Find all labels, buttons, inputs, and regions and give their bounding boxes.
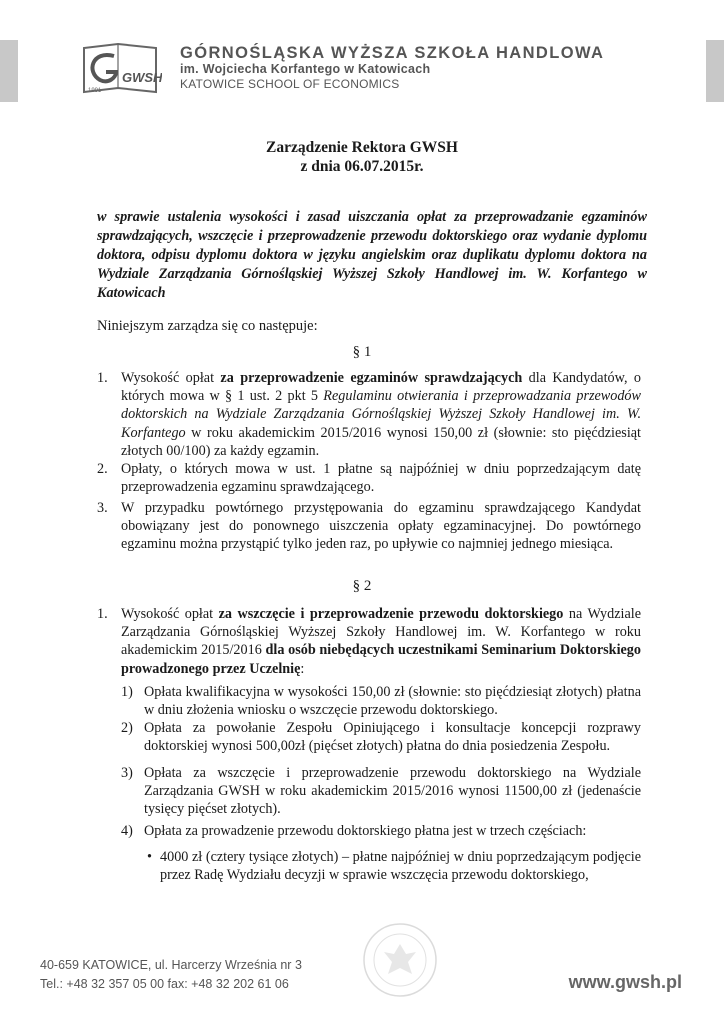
s2-sub-4: Opłata za prowadzenie przewodu doktorskiego płatna jest w trzech częściach: [144, 823, 587, 839]
s1-item-3-number: 3. [97, 500, 108, 516]
school-name: GÓRNOŚLĄSKA WYŻSZA SZKOŁA HANDLOWA [180, 44, 605, 62]
school-header [180, 44, 604, 92]
s1-item-2: Opłaty, o których mowa w ust. 1 płatne są najpóźniej w dniu poprzedzającym datę przeprowadzenia egzaminu sprawdzającego. [121, 461, 641, 496]
s2-sub-1: Opłata kwalifikacyjna w wysokości 150,00 zł (słownie: sto pięćdziesiąt złotych) płatna w dniu złożenia wniosku o wszczęcie przewodu doktorskiego. [144, 684, 641, 719]
footer-contact [40, 956, 302, 994]
header-left-bar [0, 40, 18, 102]
s1-item-3: W przypadku powtórnego przystępowania do egzaminu sprawdzającego Kandydat obowiązany jest do ponownego uiszczenia opłaty egzaminacyjnej. Do powtórnego egzaminu można przystąpić tylko jeden raz, po upływie co najmniej jednego miesiąca. [121, 500, 641, 553]
bullet-icon: • [147, 849, 152, 865]
s1-item-1-number: 1. [97, 370, 108, 386]
logo-year: 1991 [88, 88, 102, 94]
s2-item-1-number: 1. [97, 606, 108, 622]
title-line-1: Zarządzenie Rektora GWSH [265, 139, 458, 156]
s2-sub-3-number: 3) [121, 765, 133, 781]
eagle-stamp-icon [360, 920, 440, 1000]
gwsh-logo-icon [78, 42, 162, 98]
s2-sub-1-number: 1) [121, 684, 133, 700]
s2-sub-2: Opłata za powołanie Zespołu Opiniującego i konsultacje koncepcji rozprawy doktorskiej wynosi 500,00zł (pięćset złotych) płatna do dnia posiedzenia Zespołu. [144, 720, 641, 755]
footer-phone: Tel.: +48 32 357 05 00 fax: +48 32 202 61 06 [40, 977, 289, 991]
title-line-2: z dnia 06.07.2015r. [300, 158, 424, 175]
s1-item-2-number: 2. [97, 461, 108, 477]
header-right-bar [706, 40, 724, 102]
footer-website-link[interactable]: www.gwsh.pl [568, 972, 682, 992]
s2-sub-2-number: 2) [121, 720, 133, 736]
document-subject: w sprawie ustalenia wysokości i zasad uiszczania opłat za przeprowadzanie egzaminów sprawdzających, wszczęcie i przeprowadzenie przewodu doktorskiego oraz wydanie dyplomu doktora, odpisu dyplomu doktora w języku angielskim oraz duplikatu dyplomu doktora na Wydziale Zarządzania Górnośląskiej Wyższej Szkoły Handlowej im. W. Korfantego w Katowicach [97, 209, 647, 301]
footer-address: 40-659 KATOWICE, ul. Harcerzy Września nr 3 [40, 958, 302, 972]
school-english-name: KATOWICE SCHOOL OF ECONOMICS [180, 77, 400, 91]
s1-item-1: Wysokość opłat za przeprowadzenie egzaminów sprawdzających dla Kandydatów, o których mowa w § 1 ust. 2 pkt 5 Regulaminu otwierania i przeprowadzania przewodów doktorskich na Wydziale Zarządzania Górnośląskiej Wyższej Szkoły Handlowej im. W. Korfantego w roku akademickim 2015/2016 wynosi 150,00 zł (słownie: sto pięćdziesiąt złotych 00/100) za każdy egzamin. [121, 370, 641, 459]
s2-sub-4-number: 4) [121, 823, 133, 839]
section-1-heading: § 1 [352, 344, 372, 360]
intro-text: Niniejszym zarządza się co następuje: [97, 318, 318, 334]
s2-item-1: Wysokość opłat za wszczęcie i przeprowadzenie przewodu doktorskiego na Wydziale Zarządzania Górnośląskiej Wyższej Szkoły Handlowej im. W. Korfantego w roku akademickim 2015/2016 dla osób niebędących uczestnikami Seminarium Doktorskiego prowadzonego przez Uczelnię: [121, 606, 641, 677]
s2-bullet-1: 4000 zł (cztery tysiące złotych) – płatne najpóźniej w dniu poprzedzającym podjęcie przez Radę Wydziału decyzji w sprawie wszczęcia przewodu doktorskiego, [160, 849, 641, 884]
document-title [0, 138, 724, 176]
section-2-heading: § 2 [352, 578, 372, 594]
school-patron: im. Wojciecha Korfantego w Katowicach [180, 62, 431, 76]
s2-sub-3: Opłata za wszczęcie i przeprowadzenie przewodu doktorskiego na Wydziale Zarządzania GWSH w roku akademickim 2015/2016 wynosi 11500,00 zł (jedenaście tysięcy pięćset złotych). [144, 765, 641, 818]
logo-text: GWSH [122, 70, 162, 85]
